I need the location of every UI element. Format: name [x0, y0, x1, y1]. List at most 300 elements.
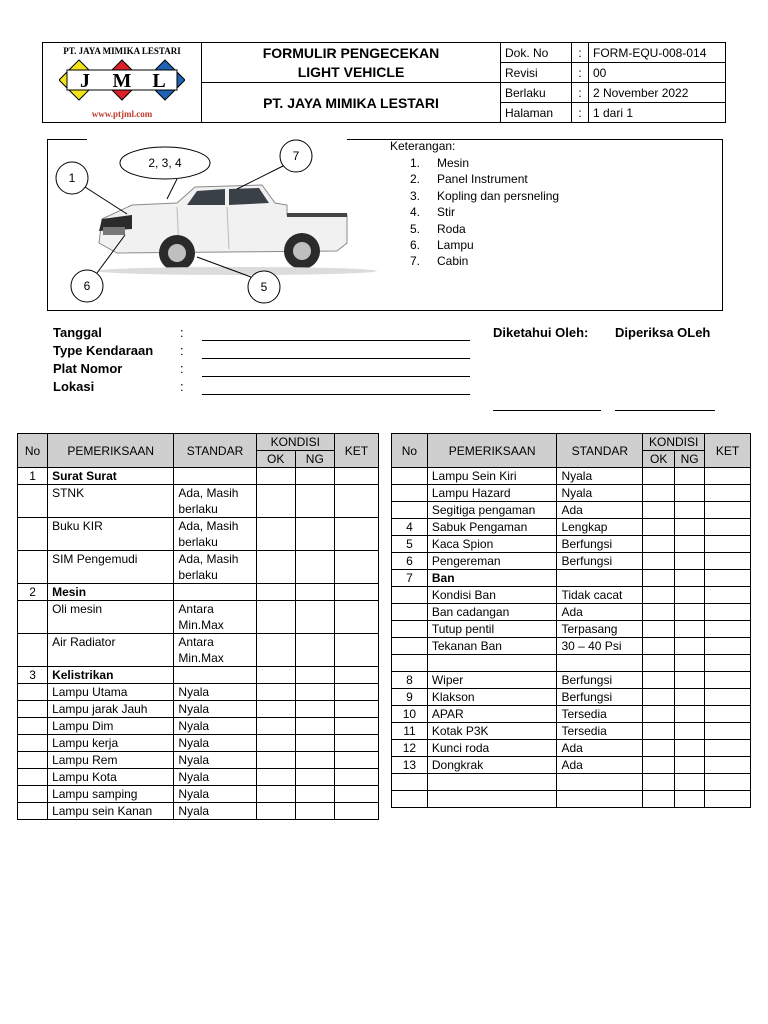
known-by-signature-line[interactable] [493, 410, 601, 411]
row-item: Surat Surat [48, 468, 174, 485]
table-row [392, 757, 751, 774]
row-no [18, 803, 48, 820]
ng-checkbox-cell[interactable] [675, 723, 705, 740]
row-item: Lampu Rem [48, 752, 174, 769]
ket-cell[interactable] [334, 634, 378, 667]
row-no [392, 774, 428, 791]
row-no [18, 752, 48, 769]
row-item: SIM Pengemudi [48, 551, 174, 584]
ok-checkbox-cell[interactable] [256, 551, 295, 584]
header-standar: STANDAR [174, 434, 256, 468]
row-standard [174, 584, 256, 601]
ok-checkbox-cell[interactable] [643, 587, 675, 604]
table-row [392, 655, 751, 672]
row-no [18, 769, 48, 786]
row-item: Lampu Dim [48, 718, 174, 735]
row-no [18, 701, 48, 718]
row-no: 12 [392, 740, 428, 757]
known-by-label: Diketahui Oleh: [493, 325, 589, 340]
ok-checkbox-cell[interactable] [643, 655, 675, 672]
ket-cell[interactable] [334, 551, 378, 584]
field-label-lokasi: Lokasi [53, 379, 95, 394]
logo-website: www.ptjml.com [91, 109, 153, 119]
row-no: 13 [392, 757, 428, 774]
row-standard: Ada [557, 502, 643, 519]
row-standard: Nyala [174, 803, 256, 820]
ng-checkbox-cell[interactable] [675, 774, 705, 791]
row-no [18, 735, 48, 752]
ket-cell[interactable] [334, 518, 378, 551]
row-standard [557, 570, 643, 587]
row-item: Segitiga pengaman [427, 502, 557, 519]
row-item: Oli mesin [48, 601, 174, 634]
row-item: Dongkrak [427, 757, 557, 774]
ng-checkbox-cell[interactable] [675, 672, 705, 689]
ok-checkbox-cell[interactable] [256, 803, 295, 820]
table-row [18, 718, 379, 735]
ng-checkbox-cell[interactable] [675, 485, 705, 502]
ok-checkbox-cell[interactable] [643, 791, 675, 808]
row-no [392, 621, 428, 638]
header-kondisi: KONDISI [643, 434, 705, 451]
jml-logo-icon [59, 56, 185, 104]
ng-checkbox-cell[interactable] [675, 621, 705, 638]
ng-checkbox-cell[interactable] [295, 752, 334, 769]
table-row [18, 468, 379, 485]
ok-checkbox-cell[interactable] [256, 701, 295, 718]
callout-1-label: 1 [68, 171, 76, 185]
row-item: Klakson [427, 689, 557, 706]
ng-checkbox-cell[interactable] [295, 584, 334, 601]
field-line-plat-nomor[interactable] [202, 362, 470, 377]
ket-cell[interactable] [334, 769, 378, 786]
ok-checkbox-cell[interactable] [256, 634, 295, 667]
ket-cell[interactable] [334, 485, 378, 518]
pickup-truck-diagram [47, 139, 387, 309]
ket-cell[interactable] [334, 752, 378, 769]
ng-checkbox-cell[interactable] [675, 638, 705, 655]
form-header: PT. JAYA MIMIKA LESTARI J M L www.ptjml.com FORMULIR PENGECEKAN LIGHT VEHICLE Dok. No : FORM-EQU-008-014 Revisi : 00 PT. JAYA MIMIKA LESTARI Berlaku : 2 November 2022 Halaman : 1 dari 1 [42, 42, 726, 122]
keterangan-item: 5. Roda [410, 221, 466, 236]
ng-checkbox-cell[interactable] [675, 502, 705, 519]
table-row [392, 723, 751, 740]
ng-checkbox-cell[interactable] [295, 786, 334, 803]
ng-checkbox-cell[interactable] [675, 689, 705, 706]
ket-cell[interactable] [334, 584, 378, 601]
keterangan-item: 2. Panel Instrument [410, 172, 528, 187]
row-standard: Ada, Masih berlaku [174, 518, 256, 551]
title-line-2: LIGHT VEHICLE [297, 64, 405, 80]
table-row [18, 684, 379, 701]
ng-checkbox-cell[interactable] [675, 740, 705, 757]
ng-checkbox-cell[interactable] [295, 468, 334, 485]
ng-checkbox-cell[interactable] [295, 601, 334, 634]
ng-checkbox-cell[interactable] [675, 655, 705, 672]
row-standard: Berfungsi [557, 553, 643, 570]
ket-cell[interactable] [705, 723, 751, 740]
table-row [392, 553, 751, 570]
ng-checkbox-cell[interactable] [295, 718, 334, 735]
ket-cell[interactable] [334, 684, 378, 701]
ket-cell[interactable] [334, 718, 378, 735]
row-item: Kondisi Ban [427, 587, 557, 604]
row-item: Lampu Kota [48, 769, 174, 786]
row-standard: Nyala [174, 786, 256, 803]
ket-cell[interactable] [705, 570, 751, 587]
row-standard: Tersedia [557, 723, 643, 740]
ok-checkbox-cell[interactable] [256, 485, 295, 518]
row-no: 1 [18, 468, 48, 485]
ok-checkbox-cell[interactable] [643, 519, 675, 536]
table-row [18, 518, 379, 551]
table-row [18, 551, 379, 584]
row-no: 5 [392, 536, 428, 553]
row-standard: Antara Min.Max [174, 601, 256, 634]
ket-cell[interactable] [705, 740, 751, 757]
checked-by-signature-line[interactable] [615, 410, 715, 411]
ket-cell[interactable] [705, 485, 751, 502]
row-standard: Nyala [174, 684, 256, 701]
row-no: 9 [392, 689, 428, 706]
row-no [18, 551, 48, 584]
row-standard: Ada [557, 757, 643, 774]
ok-checkbox-cell[interactable] [643, 604, 675, 621]
table-row [18, 786, 379, 803]
table-row [392, 468, 751, 485]
ket-cell[interactable] [334, 601, 378, 634]
meta-value-halaman: 1 dari 1 [589, 103, 726, 123]
table-row [18, 803, 379, 820]
table-row [392, 706, 751, 723]
meta-value-revisi: 00 [589, 63, 726, 83]
ok-checkbox-cell[interactable] [643, 689, 675, 706]
ok-checkbox-cell[interactable] [643, 638, 675, 655]
row-item: Lampu samping [48, 786, 174, 803]
ok-checkbox-cell[interactable] [256, 735, 295, 752]
ng-checkbox-cell[interactable] [295, 518, 334, 551]
pickup-truck-icon [97, 185, 377, 275]
row-item: Tekanan Ban [427, 638, 557, 655]
row-standard: Nyala [174, 735, 256, 752]
row-item: Pengereman [427, 553, 557, 570]
row-no [18, 684, 48, 701]
row-no [392, 655, 428, 672]
row-standard: Tersedia [557, 706, 643, 723]
row-standard [557, 774, 643, 791]
ok-checkbox-cell[interactable] [643, 536, 675, 553]
row-item [427, 791, 557, 808]
table-row [18, 584, 379, 601]
meta-value-doc-no: FORM-EQU-008-014 [589, 43, 726, 63]
header-no: No [18, 434, 48, 468]
row-no: 6 [392, 553, 428, 570]
row-no [18, 786, 48, 803]
row-standard: Lengkap [557, 519, 643, 536]
ket-cell[interactable] [705, 621, 751, 638]
ket-cell[interactable] [705, 468, 751, 485]
table-row [18, 485, 379, 518]
ket-cell[interactable] [705, 757, 751, 774]
row-standard [557, 791, 643, 808]
logo-letter-m: M [112, 70, 132, 92]
checklist-table-left [17, 433, 379, 820]
table-row [18, 667, 379, 684]
row-no [392, 502, 428, 519]
row-item [427, 774, 557, 791]
row-item: APAR [427, 706, 557, 723]
ket-cell[interactable] [334, 468, 378, 485]
ket-cell[interactable] [705, 502, 751, 519]
meta-value-berlaku: 2 November 2022 [589, 83, 726, 103]
row-standard: 30 – 40 Psi [557, 638, 643, 655]
ok-checkbox-cell[interactable] [643, 774, 675, 791]
row-no [392, 604, 428, 621]
ok-checkbox-cell[interactable] [256, 601, 295, 634]
logo-letter-l: L [152, 70, 166, 92]
table-row [392, 570, 751, 587]
ng-checkbox-cell[interactable] [675, 791, 705, 808]
ket-cell[interactable] [705, 638, 751, 655]
ket-cell[interactable] [705, 536, 751, 553]
ket-cell[interactable] [705, 791, 751, 808]
table-row [18, 752, 379, 769]
meta-label-revisi: Revisi [501, 63, 572, 83]
table-row [18, 601, 379, 634]
logo-letter-j: J [80, 70, 90, 92]
ket-cell[interactable] [705, 519, 751, 536]
ok-checkbox-cell[interactable] [643, 485, 675, 502]
header-ket: KET [705, 434, 751, 468]
ng-checkbox-cell[interactable] [295, 701, 334, 718]
row-item: Kunci roda [427, 740, 557, 757]
table-row [392, 638, 751, 655]
row-item: Kotak P3K [427, 723, 557, 740]
ket-cell[interactable] [705, 774, 751, 791]
table-row [18, 701, 379, 718]
row-item: Kelistrikan [48, 667, 174, 684]
ng-checkbox-cell[interactable] [675, 570, 705, 587]
ng-checkbox-cell[interactable] [295, 551, 334, 584]
row-item: Lampu Hazard [427, 485, 557, 502]
meta-label-halaman: Halaman [501, 103, 572, 123]
table-row [392, 791, 751, 808]
row-no [18, 518, 48, 551]
ok-checkbox-cell[interactable] [643, 672, 675, 689]
ng-checkbox-cell[interactable] [295, 634, 334, 667]
row-standard: Tidak cacat [557, 587, 643, 604]
field-label-type-kendaraan: Type Kendaraan [53, 343, 154, 358]
callout-7-label: 7 [292, 149, 300, 163]
ket-cell[interactable] [334, 667, 378, 684]
company-logo [43, 43, 202, 123]
ok-checkbox-cell[interactable] [256, 468, 295, 485]
row-standard: Berfungsi [557, 672, 643, 689]
table-row [18, 634, 379, 667]
ket-cell[interactable] [705, 706, 751, 723]
meta-label-doc-no: Dok. No [501, 43, 572, 63]
row-item: Mesin [48, 584, 174, 601]
row-item: Lampu sein Kanan [48, 803, 174, 820]
ok-checkbox-cell[interactable] [643, 553, 675, 570]
header-ok: OK [256, 451, 295, 468]
row-item: Wiper [427, 672, 557, 689]
row-standard: Ada [557, 740, 643, 757]
header-ng: NG [295, 451, 334, 468]
table-row [392, 621, 751, 638]
row-no: 4 [392, 519, 428, 536]
ng-checkbox-cell[interactable] [675, 706, 705, 723]
header-kondisi: KONDISI [256, 434, 334, 451]
ng-checkbox-cell[interactable] [675, 604, 705, 621]
row-no [392, 587, 428, 604]
ng-checkbox-cell[interactable] [675, 757, 705, 774]
row-item: Lampu Utama [48, 684, 174, 701]
ket-cell[interactable] [705, 604, 751, 621]
header-ok: OK [643, 451, 675, 468]
company-name: PT. JAYA MIMIKA LESTARI [202, 83, 501, 123]
ok-checkbox-cell[interactable] [643, 740, 675, 757]
ok-checkbox-cell[interactable] [256, 584, 295, 601]
row-standard: Ada, Masih berlaku [174, 551, 256, 584]
ng-checkbox-cell[interactable] [675, 468, 705, 485]
row-no [392, 791, 428, 808]
ng-checkbox-cell[interactable] [295, 684, 334, 701]
ok-checkbox-cell[interactable] [643, 757, 675, 774]
field-line-tanggal[interactable] [202, 326, 470, 341]
table-row [392, 485, 751, 502]
row-no [18, 634, 48, 667]
row-standard [174, 468, 256, 485]
ket-cell[interactable] [334, 786, 378, 803]
keterangan-title: Keterangan: [390, 139, 456, 153]
ok-checkbox-cell[interactable] [256, 667, 295, 684]
row-standard: Nyala [557, 468, 643, 485]
row-standard: Nyala [174, 718, 256, 735]
row-standard [174, 667, 256, 684]
ng-checkbox-cell[interactable] [295, 735, 334, 752]
row-no: 10 [392, 706, 428, 723]
row-item: Ban cadangan [427, 604, 557, 621]
ng-checkbox-cell[interactable] [675, 519, 705, 536]
ket-cell[interactable] [705, 553, 751, 570]
table-row [392, 519, 751, 536]
table-row [392, 672, 751, 689]
ok-checkbox-cell[interactable] [643, 621, 675, 638]
keterangan-item: 4. Stir [410, 205, 455, 220]
ok-checkbox-cell[interactable] [256, 786, 295, 803]
ng-checkbox-cell[interactable] [295, 769, 334, 786]
row-no: 7 [392, 570, 428, 587]
row-standard: Nyala [174, 752, 256, 769]
table-row [18, 769, 379, 786]
row-item: Air Radiator [48, 634, 174, 667]
ng-checkbox-cell[interactable] [675, 553, 705, 570]
table-row [392, 502, 751, 519]
row-item: Tutup pentil [427, 621, 557, 638]
callout-5-label: 5 [260, 280, 268, 294]
keterangan-item: 3. Kopling dan persneling [410, 188, 560, 203]
row-item: Sabuk Pengaman [427, 519, 557, 536]
keterangan-item: 7. Cabin [410, 254, 469, 269]
ket-cell[interactable] [705, 587, 751, 604]
ok-checkbox-cell[interactable] [256, 752, 295, 769]
field-label-plat-nomor: Plat Nomor [53, 361, 123, 376]
row-no: 8 [392, 672, 428, 689]
row-standard [557, 655, 643, 672]
row-no [392, 638, 428, 655]
ok-checkbox-cell[interactable] [643, 570, 675, 587]
ok-checkbox-cell[interactable] [643, 706, 675, 723]
ket-cell[interactable] [334, 701, 378, 718]
ok-checkbox-cell[interactable] [643, 502, 675, 519]
ng-checkbox-cell[interactable] [295, 485, 334, 518]
ng-checkbox-cell[interactable] [675, 587, 705, 604]
row-standard: Ada, Masih berlaku [174, 485, 256, 518]
ket-cell[interactable] [334, 803, 378, 820]
ket-cell[interactable] [705, 672, 751, 689]
field-label-tanggal: Tanggal [53, 325, 102, 340]
ket-cell[interactable] [705, 655, 751, 672]
callout-6-label: 6 [83, 279, 91, 293]
row-no [392, 485, 428, 502]
logo-company-name: PT. JAYA MIMIKA LESTARI [63, 46, 181, 56]
ok-checkbox-cell[interactable] [256, 518, 295, 551]
row-item: STNK [48, 485, 174, 518]
ok-checkbox-cell[interactable] [643, 723, 675, 740]
ket-cell[interactable] [705, 689, 751, 706]
ket-cell[interactable] [334, 735, 378, 752]
meta-label-berlaku: Berlaku [501, 83, 572, 103]
header-no: No [392, 434, 428, 468]
ok-checkbox-cell[interactable] [256, 718, 295, 735]
header-pemeriksaan: PEMERIKSAAN [48, 434, 174, 468]
ng-checkbox-cell[interactable] [675, 536, 705, 553]
row-item: Kaca Spion [427, 536, 557, 553]
table-row [392, 689, 751, 706]
row-standard: Berfungsi [557, 536, 643, 553]
ng-checkbox-cell[interactable] [295, 667, 334, 684]
table-row [392, 740, 751, 757]
field-line-type-kendaraan[interactable] [202, 344, 470, 359]
checked-by-label: Diperiksa OLeh [615, 325, 711, 340]
field-line-lokasi[interactable] [202, 380, 470, 395]
ng-checkbox-cell[interactable] [295, 803, 334, 820]
row-item: Lampu Sein Kiri [427, 468, 557, 485]
table-row [392, 587, 751, 604]
keterangan-item: 1. Mesin [410, 156, 470, 170]
row-item: Ban [427, 570, 557, 587]
header-ng: NG [675, 451, 705, 468]
header-pemeriksaan: PEMERIKSAAN [427, 434, 557, 468]
row-no [18, 485, 48, 518]
checklist-table-right [391, 433, 751, 808]
ok-checkbox-cell[interactable] [256, 684, 295, 701]
table-row [392, 536, 751, 553]
row-no: 3 [18, 667, 48, 684]
row-standard: Nyala [174, 769, 256, 786]
keterangan-item: 6. Lampu [410, 238, 474, 253]
table-row [392, 604, 751, 621]
table-row [392, 774, 751, 791]
row-standard: Ada [557, 604, 643, 621]
row-no [18, 601, 48, 634]
ok-checkbox-cell[interactable] [256, 769, 295, 786]
title-line-1: FORMULIR PENGECEKAN [262, 45, 440, 61]
header-ket: KET [334, 434, 378, 468]
row-no: 2 [18, 584, 48, 601]
row-standard: Berfungsi [557, 689, 643, 706]
ok-checkbox-cell[interactable] [643, 468, 675, 485]
